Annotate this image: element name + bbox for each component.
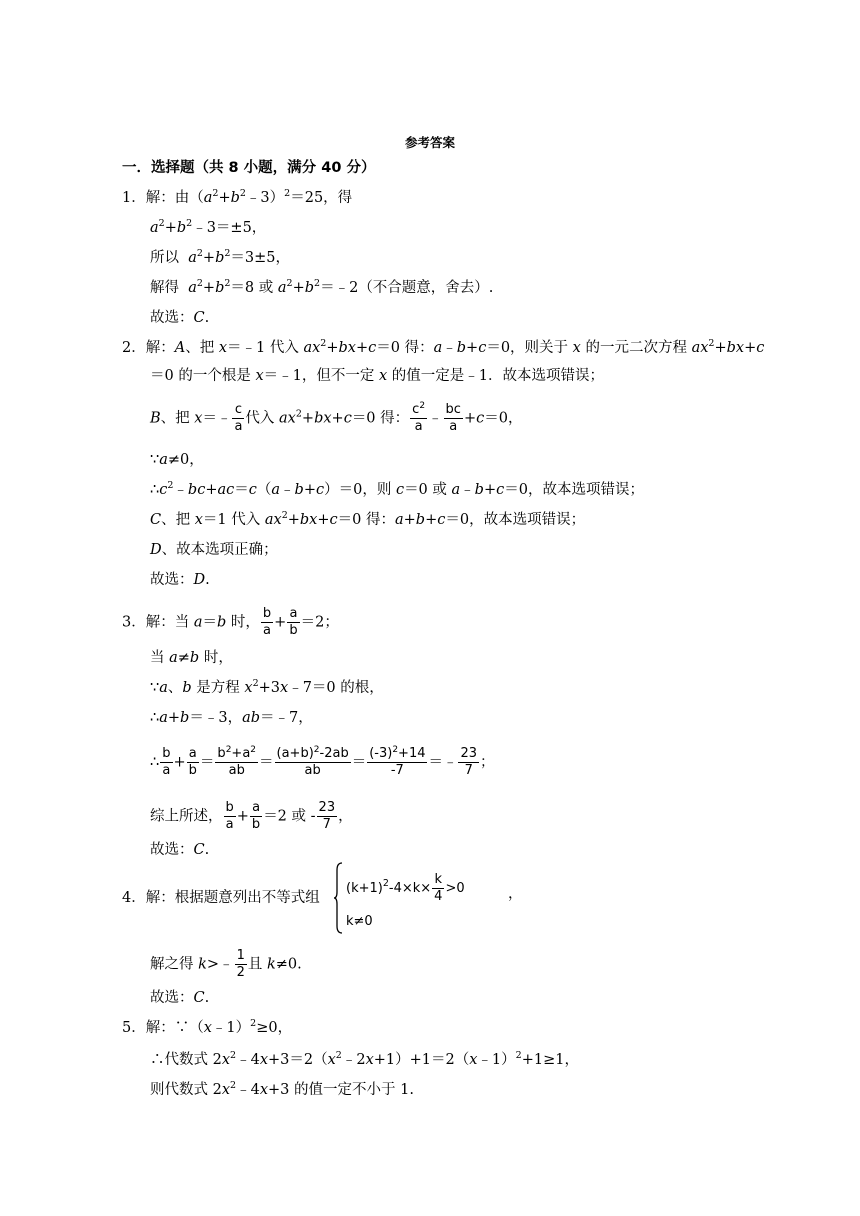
q4-inequality-2: k≠0: [346, 914, 373, 929]
q4-and: 且: [247, 956, 263, 973]
q5-line-1: 5．解：∵（x﹣1）$^2$≥0，: [122, 1018, 293, 1036]
page-title: 参考答案: [404, 135, 455, 150]
section-heading: 一．选择题（共 8 小题，满分 40 分）: [122, 160, 376, 176]
q3-line-5: ∴ $\frac{b}{a}$ + $\frac{a}{b}$ ＝ $\frac{b^2+a^2}{ab}$ ＝ $\frac{(a+b)^2-2ab}{ab}$ ＝ $\frac{(-3)^2+14}{-7}$ ＝﹣ $\frac{23}{7}$ ；: [150, 745, 495, 778]
q2-line-1: 2．解：A、把 x＝﹣1 代入 $ax^2+bx+c=0$ 得：a﹣b+c＝0，则关于 x 的一元二次方程 $ax^2+bx+c$: [122, 338, 765, 356]
q3-root-tail: 的根，: [340, 680, 384, 696]
fraction: $\frac{a}{b}$: [188, 746, 197, 778]
q5-line-3: 则代数式 $2x^2﹣4x+3$ 的值一定不小于 1.: [150, 1080, 414, 1098]
fraction: $\frac{bc}{a}$: [445, 402, 461, 434]
q2-answer: 故选：D.: [150, 572, 210, 588]
q3-answer-value: C: [193, 842, 205, 858]
q2-line-4: ∵a≠0，: [150, 452, 204, 468]
q2-error-note: ，故本选项错误；: [527, 482, 644, 498]
q3-is-root: 是方程: [196, 680, 240, 696]
q4-answer-label: 故选：: [150, 990, 194, 1006]
q5-conclusion: 的值一定不小于 1.: [293, 1082, 414, 1098]
q3-line-6: 综上所述， $\frac{b}{a}$ + $\frac{a}{b}$ ＝2 或 - $\frac{23}{7}$ ，: [150, 800, 353, 832]
fraction: $\frac{b^2+a^2}{ab}$: [217, 745, 257, 778]
q3-summary: 综上所述，: [150, 808, 223, 825]
q3-or: 或: [291, 808, 307, 825]
q3-number: 3．: [122, 614, 146, 631]
q3-answer: 故选：C.: [150, 842, 210, 858]
fraction: $\frac{b}{a}$: [262, 606, 272, 638]
q3-line-1: 3．解：当 a＝b 时， $\frac{b}{a}$ + $\frac{a}{b}$ ＝2；: [122, 606, 339, 638]
q4-answer: 故选：C.: [150, 990, 210, 1006]
q4-intro: 解：根据题意列出不等式组: [145, 890, 320, 906]
q4-number: 4．: [122, 890, 146, 906]
fraction: $\frac{(a+b)^2-2ab}{ab}$: [276, 745, 349, 778]
q2-cont2: ，但不一定: [301, 368, 375, 384]
q1-line-3: 所以 $a^2+b^2=3\pm 5$，: [150, 248, 291, 266]
q1-answer-label: 故选：: [150, 310, 194, 326]
q3-line-2: 当 a≠b 时，: [150, 650, 233, 666]
fraction: $\frac{c}{a}$: [234, 402, 243, 434]
q2-cont: ＝0 的一个根是: [150, 368, 251, 384]
q3-intro: 解：当: [145, 614, 190, 631]
brace-icon: [333, 862, 343, 934]
q2-answer-label: 故选：: [150, 572, 194, 588]
q2-d-text: 、故本选项正确；: [161, 542, 278, 558]
q2-line-7: D、故本选项正确；: [150, 542, 278, 558]
fraction: $\frac{b}{a}$: [162, 746, 171, 778]
q1-line-1: 1．解：由$(a^2+b^2﹣3)^2=25$，得: [122, 188, 353, 206]
q1-answer: 故选：C.: [150, 310, 210, 326]
q1-note: （不合题意，舍去）.: [358, 280, 494, 296]
fraction: $\frac{c^2}{a}$: [412, 401, 426, 434]
fraction: $\frac{k}{4}$: [434, 872, 443, 904]
fraction: $\frac{b}{a}$: [225, 800, 234, 832]
q4-solve: 解之得: [150, 956, 194, 973]
q2-answer-value: D: [193, 572, 206, 588]
q3-line-4: ∴a+b＝﹣3，ab＝﹣7，: [150, 710, 313, 726]
q2-number: 2．: [122, 340, 146, 356]
fraction: $\frac{a}{b}$: [251, 800, 261, 832]
q1-number: 1．: [122, 190, 146, 206]
q1-line-4: 解得 $a^2+b^2=8$ 或 $a^2+b^2=﹣2$（不合题意，舍去）.: [150, 278, 494, 296]
fraction: $\frac{23}{7}$: [318, 800, 336, 832]
q1-line-2: $a^2+b^2﹣3=\pm 5$，: [150, 218, 267, 236]
fraction: $\frac{23}{7}$: [460, 746, 478, 778]
q5-intro: 解：∵（: [145, 1020, 204, 1036]
fraction: $\frac{(-3)^2+14}{-7}$: [369, 745, 426, 778]
q1-solve: 解得: [150, 280, 179, 296]
fraction: $\frac{1}{2}$: [236, 948, 245, 980]
q4-inequality-1: $(k+1)^2-4\times k\times$ $\frac{k}{4}$ >0: [346, 872, 465, 904]
q3-when: 时，: [230, 614, 260, 631]
fraction: $\frac{a}{b}$: [289, 606, 298, 638]
q2-intro: 解：: [145, 340, 175, 356]
q3-answer-label: 故选：: [150, 842, 194, 858]
q5-line-2: ∴代数式 $2x^2﹣4x+3=2(x^2﹣2x+1)+1=2(x﹣1)^2+1\ge 1$，: [150, 1050, 579, 1068]
q2-line-2: ＝0 的一个根是 x＝﹣1，但不一定 x 的值一定是﹣1．故本选项错误；: [150, 368, 605, 384]
q2-cont3: 的值一定是﹣1．故本选项错误；: [391, 368, 605, 384]
q5-expr-label: ∴代数式: [150, 1052, 208, 1068]
q4-answer-value: C: [193, 990, 205, 1006]
q2-sub: 代入: [245, 410, 275, 427]
q4-line-2: 解之得 k>﹣ $\frac{1}{2}$ 且 k≠0.: [150, 948, 302, 980]
q5-number: 5．: [122, 1020, 146, 1036]
q2-line-3: B、把 x＝﹣ $\frac{c}{a}$ 代入 $ax^2+bx+c=0$ 得： $\frac{c^2}{a}$ ﹣ $\frac{bc}{a}$ +c＝0，: [150, 401, 523, 434]
q1-intro: 解：由（: [145, 190, 204, 206]
q4-line-1: [122, 888, 320, 908]
q1-so: 所以: [150, 250, 179, 266]
q3-line-3: ∵a、b 是方程 $x^2+3x﹣7=0$ 的根，: [150, 678, 384, 696]
q2-line-6: C、把 x＝1 代入 $ax^2+bx+c=0$ 得：a+b+c＝0，故本选项错误；: [150, 510, 586, 528]
q1-answer-value: C: [193, 310, 205, 326]
q2-line-5: $\therefore c^2﹣bc+ac=c(a﹣b+c)=0$，则 c＝0 或 a﹣b+c＝0，故本选项错误；: [150, 480, 644, 498]
q5-conclusion-label: 则代数式: [150, 1082, 208, 1098]
q4-comma: ，: [508, 886, 523, 902]
